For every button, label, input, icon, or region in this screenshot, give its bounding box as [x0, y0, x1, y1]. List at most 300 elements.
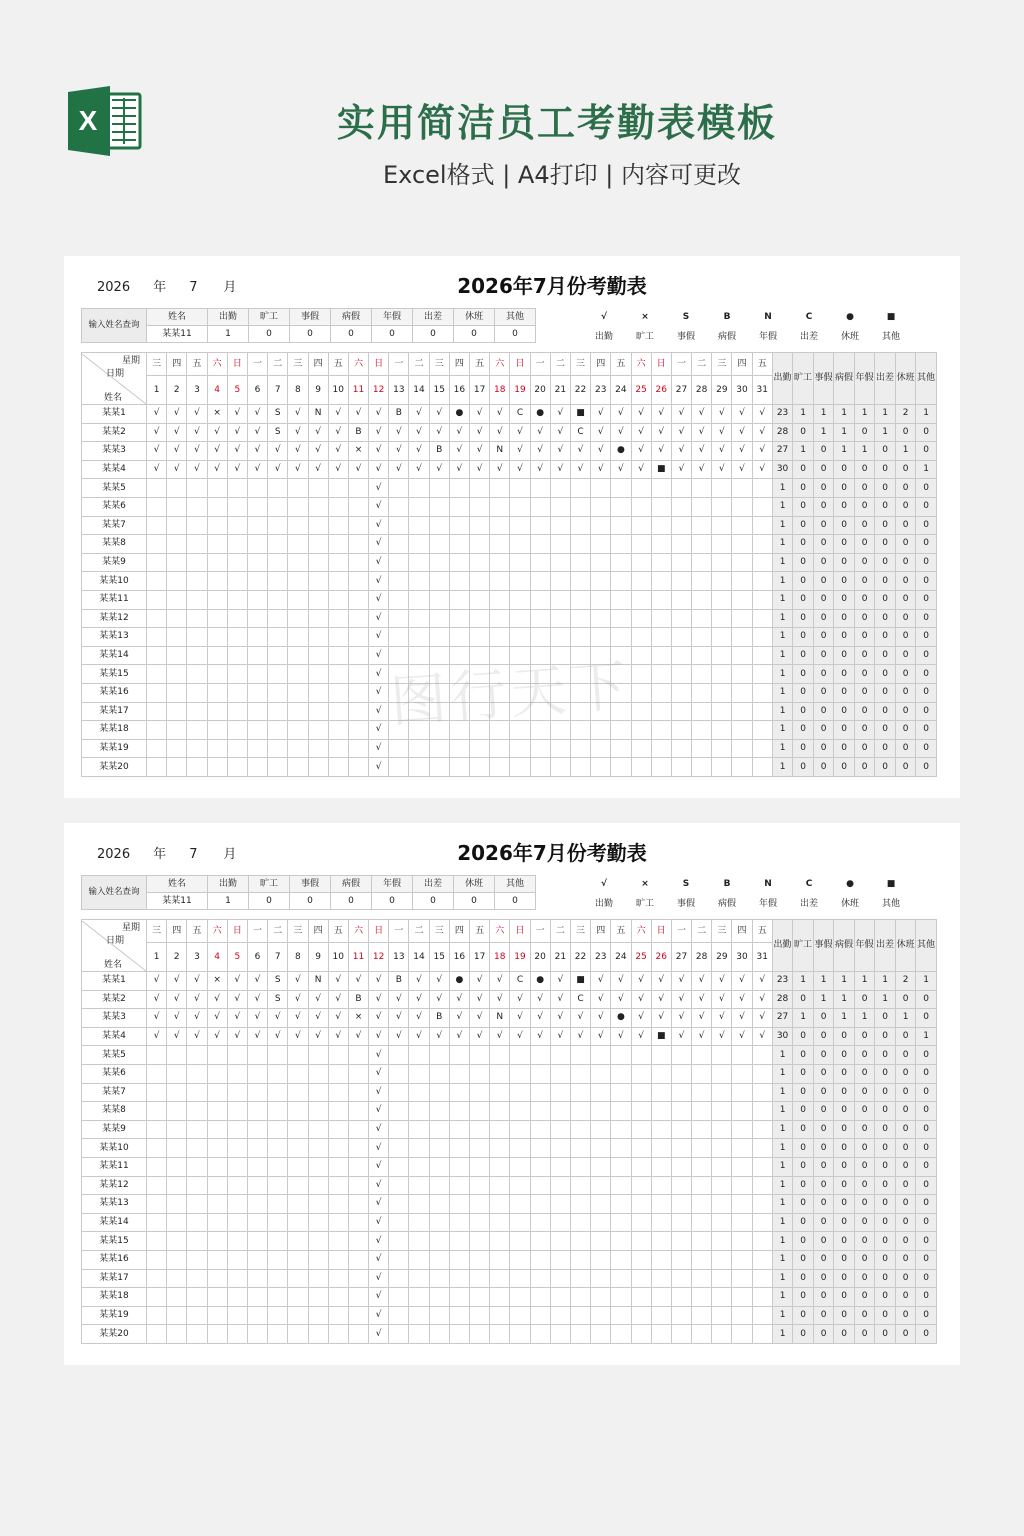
attendance-cell[interactable]: √ — [429, 460, 449, 479]
attendance-cell[interactable] — [389, 553, 409, 572]
attendance-cell[interactable] — [187, 758, 207, 777]
attendance-cell[interactable] — [651, 572, 671, 591]
employee-name[interactable]: 某某5 — [82, 1046, 147, 1065]
attendance-cell[interactable]: √ — [288, 460, 308, 479]
attendance-cell[interactable]: √ — [348, 460, 368, 479]
attendance-cell[interactable]: √ — [187, 1009, 207, 1028]
attendance-cell[interactable] — [429, 1046, 449, 1065]
attendance-cell[interactable] — [470, 758, 490, 777]
attendance-cell[interactable] — [268, 1064, 288, 1083]
attendance-cell[interactable] — [752, 1102, 772, 1121]
attendance-cell[interactable]: √ — [490, 460, 510, 479]
attendance-cell[interactable] — [510, 590, 530, 609]
attendance-cell[interactable]: √ — [510, 990, 530, 1009]
attendance-cell[interactable]: √ — [712, 990, 732, 1009]
attendance-cell[interactable] — [550, 479, 570, 498]
attendance-cell[interactable] — [692, 683, 712, 702]
attendance-cell[interactable] — [449, 1250, 469, 1269]
attendance-cell[interactable] — [631, 1288, 651, 1307]
attendance-cell[interactable] — [712, 497, 732, 516]
attendance-cell[interactable] — [328, 1232, 348, 1251]
attendance-cell[interactable] — [389, 1083, 409, 1102]
attendance-cell[interactable]: √ — [288, 1009, 308, 1028]
attendance-cell[interactable] — [671, 590, 691, 609]
attendance-cell[interactable] — [288, 1139, 308, 1158]
attendance-cell[interactable] — [247, 646, 267, 665]
attendance-cell[interactable] — [570, 1306, 590, 1325]
attendance-cell[interactable]: √ — [651, 423, 671, 442]
attendance-cell[interactable] — [389, 628, 409, 647]
attendance-cell[interactable] — [611, 1102, 631, 1121]
attendance-cell[interactable]: √ — [732, 1009, 752, 1028]
attendance-cell[interactable] — [328, 1195, 348, 1214]
attendance-cell[interactable]: √ — [550, 405, 570, 424]
attendance-cell[interactable] — [671, 497, 691, 516]
attendance-cell[interactable]: √ — [671, 1009, 691, 1028]
attendance-cell[interactable] — [631, 1102, 651, 1121]
attendance-cell[interactable] — [449, 1269, 469, 1288]
attendance-cell[interactable] — [611, 516, 631, 535]
attendance-cell[interactable] — [530, 553, 550, 572]
attendance-cell[interactable] — [268, 1083, 288, 1102]
attendance-cell[interactable]: √ — [369, 1213, 389, 1232]
attendance-cell[interactable]: √ — [470, 460, 490, 479]
attendance-cell[interactable] — [712, 1046, 732, 1065]
attendance-cell[interactable]: √ — [651, 442, 671, 461]
attendance-cell[interactable] — [348, 1288, 368, 1307]
attendance-cell[interactable]: √ — [429, 990, 449, 1009]
attendance-cell[interactable] — [732, 683, 752, 702]
attendance-cell[interactable] — [247, 1139, 267, 1158]
attendance-cell[interactable] — [712, 479, 732, 498]
attendance-cell[interactable]: √ — [268, 1009, 288, 1028]
attendance-cell[interactable]: √ — [328, 460, 348, 479]
attendance-cell[interactable] — [651, 1213, 671, 1232]
attendance-cell[interactable] — [651, 497, 671, 516]
attendance-cell[interactable] — [490, 609, 510, 628]
attendance-cell[interactable] — [409, 1102, 429, 1121]
attendance-cell[interactable] — [429, 553, 449, 572]
attendance-cell[interactable] — [712, 1288, 732, 1307]
attendance-cell[interactable] — [268, 1139, 288, 1158]
attendance-cell[interactable]: C — [570, 423, 590, 442]
attendance-cell[interactable]: √ — [369, 1195, 389, 1214]
attendance-cell[interactable] — [611, 1139, 631, 1158]
attendance-cell[interactable] — [389, 479, 409, 498]
attendance-cell[interactable] — [207, 1250, 227, 1269]
attendance-cell[interactable]: √ — [530, 1027, 550, 1046]
attendance-cell[interactable] — [288, 1064, 308, 1083]
attendance-cell[interactable] — [732, 1102, 752, 1121]
attendance-cell[interactable] — [147, 1195, 167, 1214]
attendance-cell[interactable] — [429, 516, 449, 535]
attendance-cell[interactable]: S — [268, 972, 288, 991]
attendance-cell[interactable] — [328, 590, 348, 609]
attendance-cell[interactable]: √ — [712, 405, 732, 424]
attendance-cell[interactable] — [752, 1195, 772, 1214]
attendance-cell[interactable] — [692, 1232, 712, 1251]
attendance-cell[interactable] — [389, 1139, 409, 1158]
attendance-cell[interactable] — [651, 1176, 671, 1195]
attendance-cell[interactable] — [207, 646, 227, 665]
attendance-cell[interactable] — [147, 1288, 167, 1307]
attendance-cell[interactable]: √ — [510, 460, 530, 479]
attendance-cell[interactable] — [550, 1046, 570, 1065]
attendance-cell[interactable] — [389, 497, 409, 516]
attendance-cell[interactable] — [167, 683, 187, 702]
attendance-cell[interactable] — [207, 665, 227, 684]
attendance-cell[interactable] — [308, 516, 328, 535]
attendance-cell[interactable]: √ — [732, 460, 752, 479]
attendance-cell[interactable]: √ — [530, 990, 550, 1009]
attendance-cell[interactable] — [671, 721, 691, 740]
attendance-cell[interactable] — [449, 1139, 469, 1158]
employee-name[interactable]: 某某19 — [82, 739, 147, 758]
attendance-cell[interactable] — [732, 739, 752, 758]
attendance-cell[interactable] — [409, 758, 429, 777]
attendance-cell[interactable] — [207, 1176, 227, 1195]
attendance-cell[interactable] — [510, 1232, 530, 1251]
attendance-cell[interactable] — [671, 1232, 691, 1251]
attendance-cell[interactable] — [651, 1157, 671, 1176]
attendance-cell[interactable] — [308, 535, 328, 554]
attendance-cell[interactable]: B — [348, 423, 368, 442]
attendance-cell[interactable] — [187, 1213, 207, 1232]
attendance-cell[interactable] — [591, 1213, 611, 1232]
attendance-cell[interactable] — [651, 1102, 671, 1121]
attendance-cell[interactable] — [409, 1046, 429, 1065]
attendance-cell[interactable] — [288, 1046, 308, 1065]
attendance-cell[interactable] — [611, 1176, 631, 1195]
attendance-cell[interactable] — [752, 665, 772, 684]
attendance-cell[interactable]: √ — [651, 405, 671, 424]
attendance-cell[interactable] — [167, 1195, 187, 1214]
attendance-cell[interactable]: B — [429, 1009, 449, 1028]
attendance-cell[interactable]: √ — [752, 1027, 772, 1046]
attendance-cell[interactable] — [732, 609, 752, 628]
attendance-cell[interactable]: √ — [671, 972, 691, 991]
attendance-cell[interactable] — [247, 479, 267, 498]
attendance-cell[interactable] — [611, 1157, 631, 1176]
attendance-cell[interactable] — [651, 1232, 671, 1251]
attendance-cell[interactable] — [328, 758, 348, 777]
attendance-cell[interactable]: √ — [510, 423, 530, 442]
attendance-cell[interactable] — [429, 1269, 449, 1288]
attendance-cell[interactable] — [187, 1250, 207, 1269]
attendance-cell[interactable] — [308, 1306, 328, 1325]
attendance-cell[interactable] — [712, 1083, 732, 1102]
attendance-cell[interactable] — [268, 758, 288, 777]
attendance-cell[interactable]: √ — [651, 990, 671, 1009]
attendance-cell[interactable] — [570, 1046, 590, 1065]
attendance-cell[interactable]: √ — [490, 1027, 510, 1046]
attendance-cell[interactable]: √ — [429, 405, 449, 424]
attendance-cell[interactable] — [510, 516, 530, 535]
attendance-cell[interactable] — [409, 535, 429, 554]
attendance-cell[interactable] — [671, 1213, 691, 1232]
attendance-cell[interactable] — [288, 683, 308, 702]
attendance-cell[interactable] — [227, 665, 247, 684]
attendance-cell[interactable] — [752, 739, 772, 758]
attendance-cell[interactable] — [470, 1176, 490, 1195]
attendance-cell[interactable] — [651, 1288, 671, 1307]
attendance-cell[interactable] — [490, 1232, 510, 1251]
attendance-cell[interactable] — [328, 497, 348, 516]
attendance-cell[interactable] — [692, 1306, 712, 1325]
attendance-cell[interactable] — [429, 1139, 449, 1158]
attendance-cell[interactable] — [227, 683, 247, 702]
attendance-cell[interactable] — [147, 1250, 167, 1269]
attendance-cell[interactable] — [409, 1288, 429, 1307]
attendance-cell[interactable] — [611, 553, 631, 572]
attendance-cell[interactable]: √ — [591, 990, 611, 1009]
attendance-cell[interactable] — [147, 590, 167, 609]
attendance-cell[interactable] — [550, 739, 570, 758]
attendance-cell[interactable] — [510, 1250, 530, 1269]
attendance-cell[interactable] — [692, 1064, 712, 1083]
attendance-cell[interactable] — [631, 1195, 651, 1214]
attendance-cell[interactable] — [550, 1250, 570, 1269]
attendance-cell[interactable] — [348, 1046, 368, 1065]
attendance-cell[interactable] — [712, 609, 732, 628]
attendance-cell[interactable] — [288, 1250, 308, 1269]
attendance-cell[interactable] — [268, 1306, 288, 1325]
attendance-cell[interactable] — [147, 609, 167, 628]
attendance-cell[interactable] — [490, 572, 510, 591]
attendance-cell[interactable] — [348, 758, 368, 777]
attendance-cell[interactable] — [429, 572, 449, 591]
attendance-cell[interactable] — [207, 553, 227, 572]
attendance-cell[interactable] — [308, 1102, 328, 1121]
attendance-cell[interactable] — [510, 1046, 530, 1065]
attendance-cell[interactable] — [449, 758, 469, 777]
attendance-cell[interactable] — [449, 1325, 469, 1344]
attendance-cell[interactable] — [692, 1083, 712, 1102]
attendance-cell[interactable]: √ — [328, 423, 348, 442]
attendance-cell[interactable] — [671, 535, 691, 554]
attendance-cell[interactable] — [409, 1083, 429, 1102]
attendance-cell[interactable] — [207, 535, 227, 554]
attendance-cell[interactable] — [147, 1102, 167, 1121]
attendance-cell[interactable] — [328, 1064, 348, 1083]
employee-name[interactable]: 某某9 — [82, 1120, 147, 1139]
attendance-cell[interactable] — [550, 1288, 570, 1307]
attendance-cell[interactable] — [449, 1046, 469, 1065]
attendance-cell[interactable] — [631, 1157, 651, 1176]
attendance-cell[interactable]: √ — [348, 1027, 368, 1046]
attendance-cell[interactable]: √ — [671, 423, 691, 442]
attendance-cell[interactable] — [510, 739, 530, 758]
attendance-cell[interactable]: √ — [369, 683, 389, 702]
attendance-cell[interactable] — [631, 590, 651, 609]
attendance-cell[interactable] — [389, 590, 409, 609]
attendance-cell[interactable] — [409, 497, 429, 516]
attendance-cell[interactable] — [389, 739, 409, 758]
attendance-cell[interactable]: √ — [247, 990, 267, 1009]
attendance-cell[interactable]: √ — [530, 460, 550, 479]
attendance-cell[interactable]: √ — [692, 990, 712, 1009]
attendance-cell[interactable]: √ — [167, 405, 187, 424]
attendance-cell[interactable] — [207, 1120, 227, 1139]
attendance-cell[interactable] — [550, 1213, 570, 1232]
attendance-cell[interactable] — [328, 702, 348, 721]
attendance-cell[interactable] — [429, 535, 449, 554]
attendance-cell[interactable] — [288, 739, 308, 758]
attendance-cell[interactable]: √ — [227, 423, 247, 442]
attendance-cell[interactable] — [732, 1046, 752, 1065]
attendance-cell[interactable] — [429, 1250, 449, 1269]
attendance-cell[interactable] — [611, 1232, 631, 1251]
attendance-cell[interactable] — [167, 1213, 187, 1232]
attendance-cell[interactable]: √ — [671, 442, 691, 461]
attendance-cell[interactable] — [207, 1213, 227, 1232]
attendance-cell[interactable] — [429, 1064, 449, 1083]
attendance-cell[interactable]: N — [308, 972, 328, 991]
attendance-cell[interactable] — [752, 497, 772, 516]
attendance-cell[interactable] — [207, 1269, 227, 1288]
attendance-cell[interactable] — [470, 1325, 490, 1344]
attendance-cell[interactable]: √ — [147, 1027, 167, 1046]
attendance-cell[interactable] — [308, 1288, 328, 1307]
attendance-cell[interactable] — [470, 1064, 490, 1083]
attendance-cell[interactable] — [308, 553, 328, 572]
attendance-cell[interactable] — [348, 1325, 368, 1344]
attendance-cell[interactable] — [187, 1269, 207, 1288]
attendance-cell[interactable] — [268, 1250, 288, 1269]
attendance-cell[interactable] — [147, 628, 167, 647]
attendance-cell[interactable]: √ — [752, 972, 772, 991]
attendance-cell[interactable] — [591, 553, 611, 572]
attendance-cell[interactable] — [732, 1269, 752, 1288]
attendance-cell[interactable] — [510, 1288, 530, 1307]
attendance-cell[interactable] — [712, 572, 732, 591]
attendance-cell[interactable] — [752, 1176, 772, 1195]
month-value[interactable]: 7 — [189, 280, 198, 295]
attendance-cell[interactable] — [591, 1288, 611, 1307]
attendance-cell[interactable] — [247, 1046, 267, 1065]
attendance-cell[interactable] — [692, 1157, 712, 1176]
attendance-cell[interactable] — [308, 609, 328, 628]
attendance-cell[interactable] — [752, 1139, 772, 1158]
attendance-cell[interactable] — [268, 1176, 288, 1195]
attendance-cell[interactable] — [570, 572, 590, 591]
attendance-cell[interactable] — [530, 1306, 550, 1325]
attendance-cell[interactable]: √ — [611, 1027, 631, 1046]
attendance-cell[interactable] — [470, 1250, 490, 1269]
attendance-cell[interactable] — [227, 702, 247, 721]
attendance-cell[interactable]: √ — [187, 972, 207, 991]
attendance-cell[interactable] — [147, 1232, 167, 1251]
attendance-cell[interactable] — [510, 479, 530, 498]
attendance-cell[interactable] — [348, 1195, 368, 1214]
attendance-cell[interactable] — [409, 479, 429, 498]
attendance-cell[interactable] — [348, 1139, 368, 1158]
attendance-cell[interactable]: √ — [147, 972, 167, 991]
attendance-cell[interactable]: √ — [288, 423, 308, 442]
attendance-cell[interactable]: N — [490, 442, 510, 461]
attendance-cell[interactable]: √ — [167, 423, 187, 442]
attendance-cell[interactable] — [591, 1157, 611, 1176]
employee-name[interactable]: 某某13 — [82, 1195, 147, 1214]
attendance-cell[interactable] — [570, 1195, 590, 1214]
attendance-cell[interactable] — [429, 1325, 449, 1344]
attendance-cell[interactable] — [732, 497, 752, 516]
employee-name[interactable]: 某某20 — [82, 758, 147, 777]
attendance-cell[interactable] — [449, 1083, 469, 1102]
attendance-cell[interactable] — [651, 683, 671, 702]
attendance-cell[interactable] — [470, 628, 490, 647]
attendance-cell[interactable]: √ — [288, 972, 308, 991]
employee-name[interactable]: 某某6 — [82, 1064, 147, 1083]
attendance-cell[interactable]: √ — [288, 1027, 308, 1046]
attendance-cell[interactable] — [490, 1250, 510, 1269]
attendance-cell[interactable]: √ — [187, 423, 207, 442]
attendance-cell[interactable] — [712, 1232, 732, 1251]
attendance-cell[interactable]: √ — [631, 460, 651, 479]
attendance-cell[interactable] — [328, 1306, 348, 1325]
attendance-cell[interactable] — [692, 1046, 712, 1065]
attendance-cell[interactable] — [692, 590, 712, 609]
employee-name[interactable]: 某某7 — [82, 1083, 147, 1102]
attendance-cell[interactable] — [671, 1157, 691, 1176]
attendance-cell[interactable] — [167, 1102, 187, 1121]
attendance-cell[interactable]: √ — [167, 990, 187, 1009]
attendance-cell[interactable] — [591, 1306, 611, 1325]
attendance-cell[interactable]: √ — [449, 460, 469, 479]
attendance-cell[interactable] — [651, 628, 671, 647]
attendance-cell[interactable] — [247, 609, 267, 628]
attendance-cell[interactable] — [227, 739, 247, 758]
attendance-cell[interactable] — [449, 553, 469, 572]
attendance-cell[interactable] — [490, 1176, 510, 1195]
attendance-cell[interactable]: √ — [369, 1009, 389, 1028]
attendance-cell[interactable] — [429, 497, 449, 516]
attendance-cell[interactable] — [732, 516, 752, 535]
attendance-cell[interactable] — [147, 1269, 167, 1288]
attendance-cell[interactable] — [570, 1213, 590, 1232]
attendance-cell[interactable] — [247, 758, 267, 777]
attendance-cell[interactable] — [631, 572, 651, 591]
attendance-cell[interactable]: √ — [611, 990, 631, 1009]
attendance-cell[interactable] — [752, 609, 772, 628]
attendance-cell[interactable]: √ — [369, 721, 389, 740]
attendance-cell[interactable]: √ — [712, 1027, 732, 1046]
attendance-cell[interactable] — [308, 646, 328, 665]
attendance-cell[interactable]: √ — [369, 572, 389, 591]
employee-name[interactable]: 某某10 — [82, 572, 147, 591]
attendance-cell[interactable] — [692, 535, 712, 554]
attendance-cell[interactable] — [288, 535, 308, 554]
attendance-cell[interactable]: √ — [550, 1027, 570, 1046]
attendance-cell[interactable] — [732, 646, 752, 665]
attendance-cell[interactable] — [449, 497, 469, 516]
attendance-cell[interactable] — [570, 479, 590, 498]
attendance-cell[interactable] — [631, 535, 651, 554]
attendance-cell[interactable] — [187, 1064, 207, 1083]
attendance-cell[interactable] — [227, 1102, 247, 1121]
attendance-cell[interactable]: √ — [470, 442, 490, 461]
attendance-cell[interactable]: √ — [712, 460, 732, 479]
attendance-cell[interactable] — [470, 609, 490, 628]
attendance-cell[interactable] — [510, 572, 530, 591]
attendance-cell[interactable] — [510, 1139, 530, 1158]
attendance-cell[interactable] — [207, 702, 227, 721]
attendance-cell[interactable] — [247, 628, 267, 647]
attendance-cell[interactable]: √ — [389, 1009, 409, 1028]
attendance-cell[interactable] — [449, 1064, 469, 1083]
attendance-cell[interactable] — [752, 1325, 772, 1344]
attendance-cell[interactable] — [247, 1306, 267, 1325]
